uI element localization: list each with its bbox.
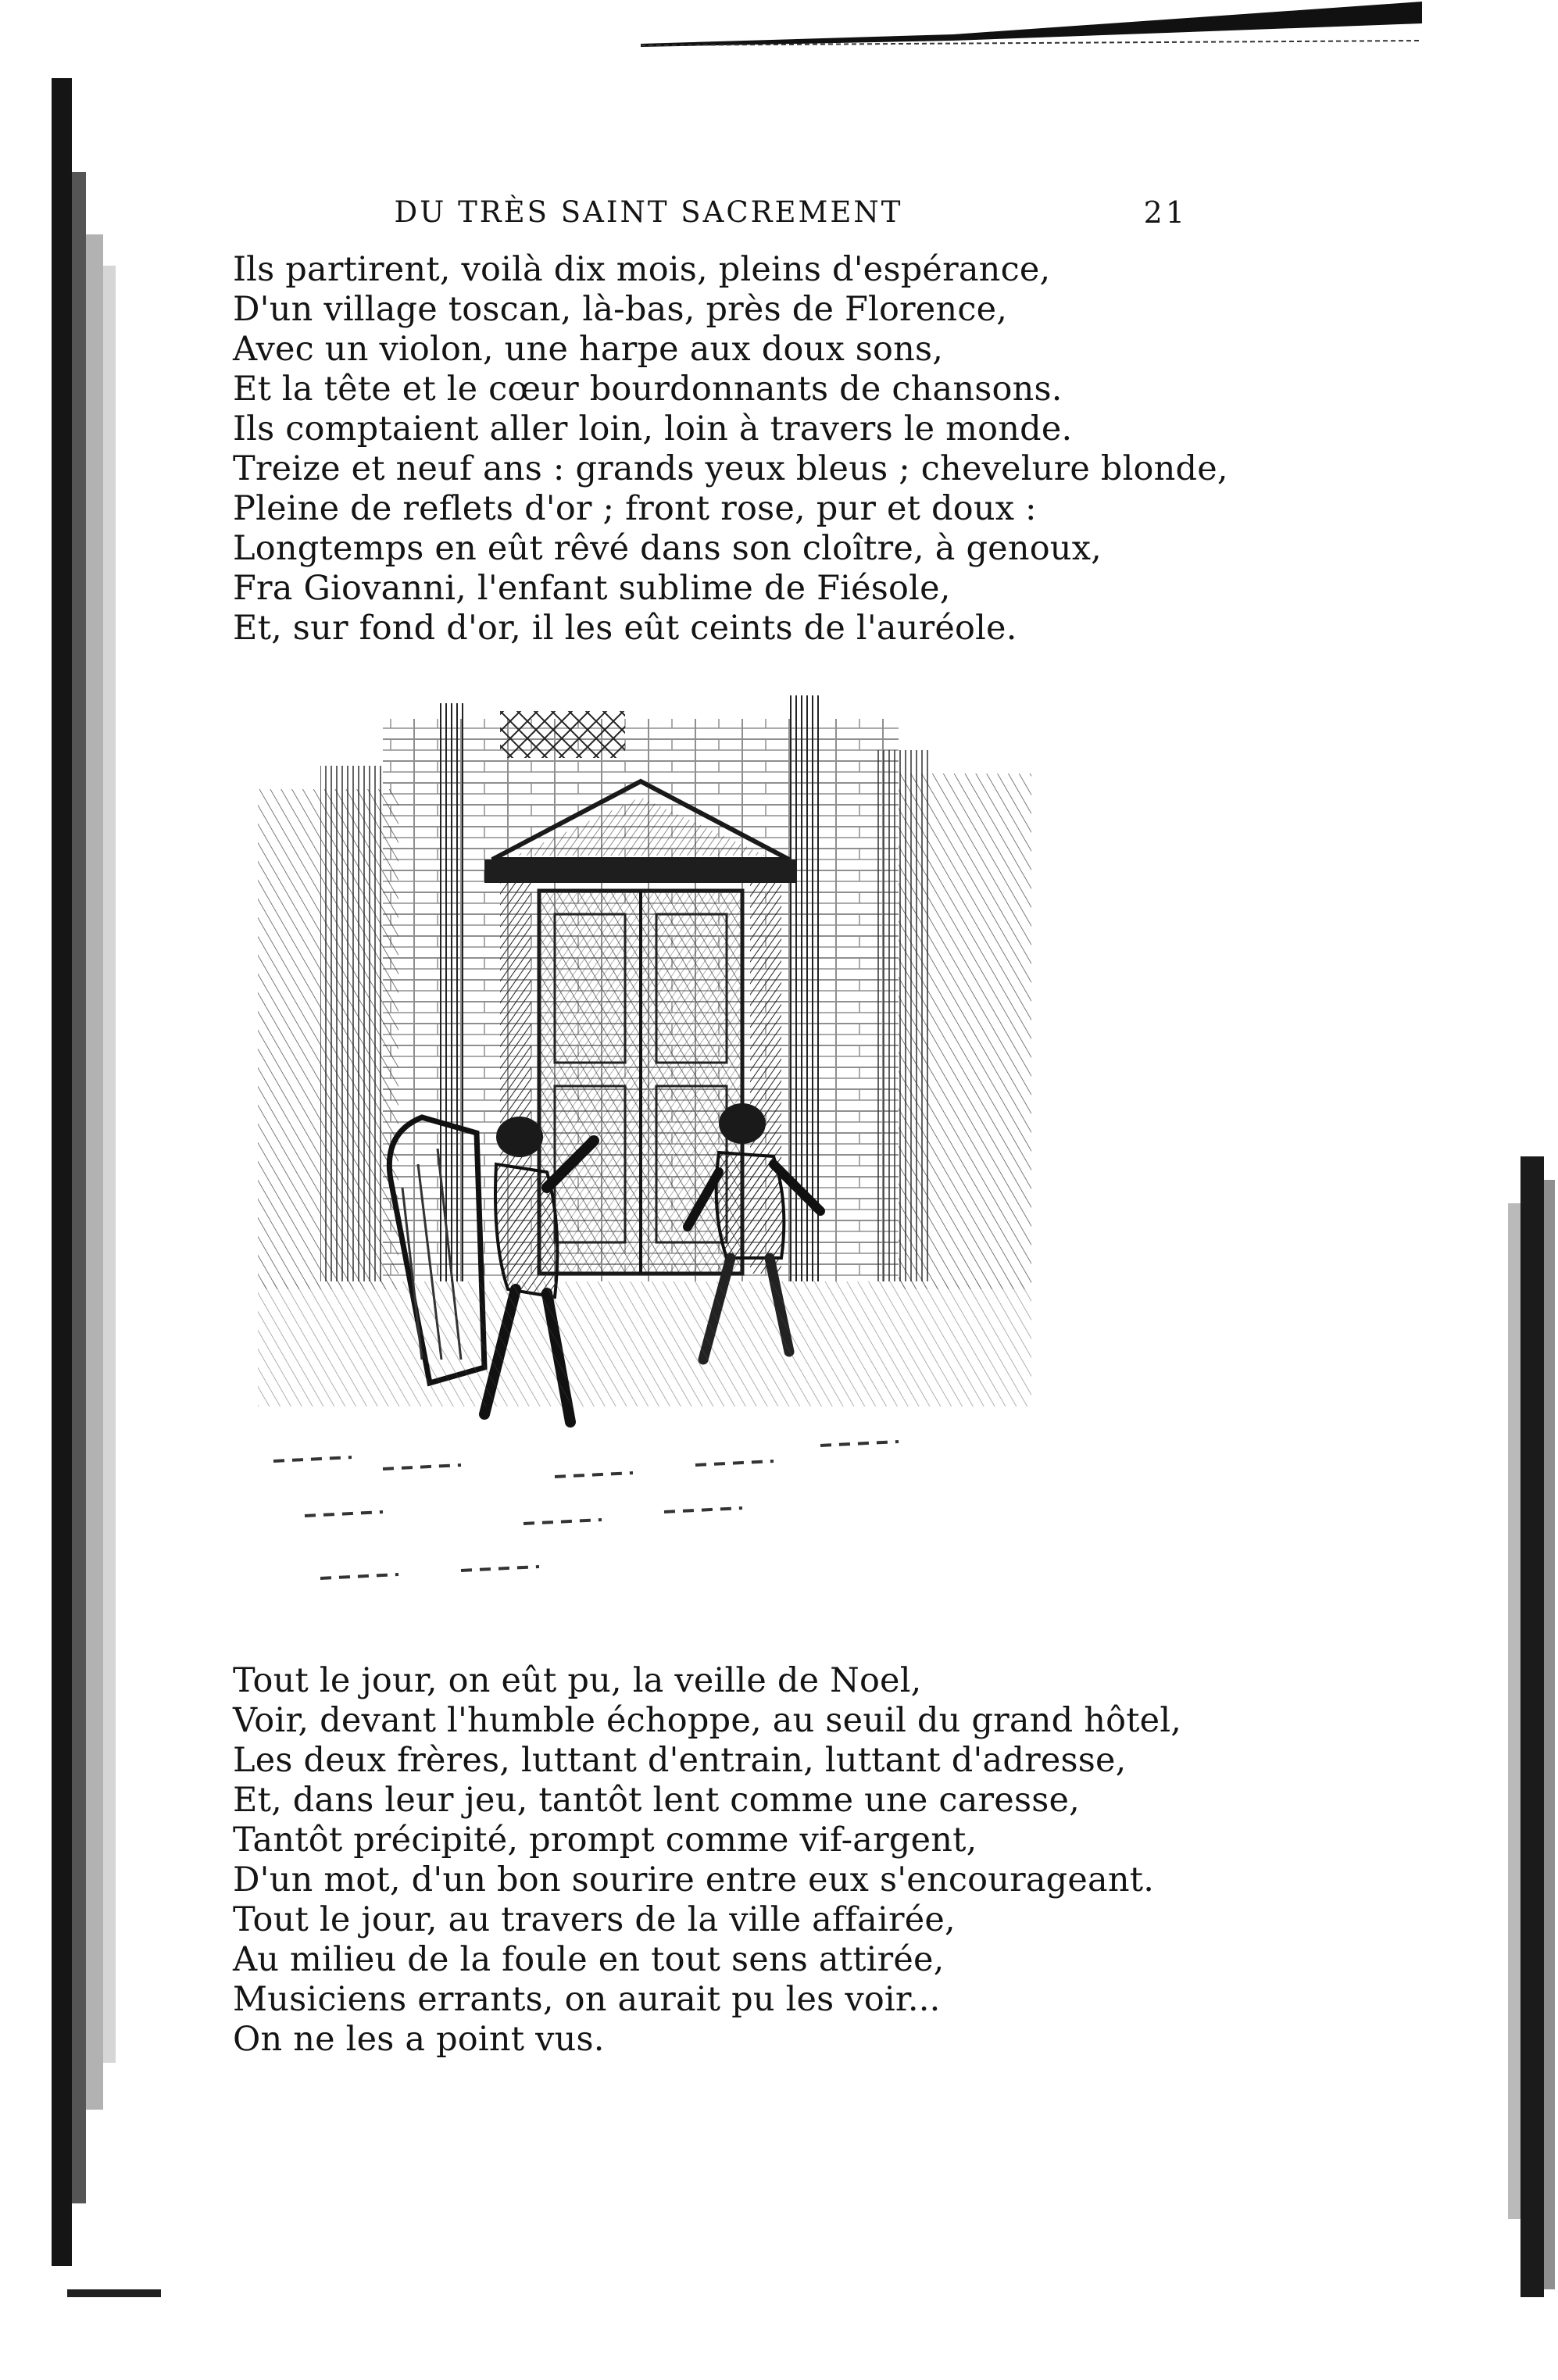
verse-line: D'un village toscan, là-bas, près de Florence, [233, 290, 1008, 329]
running-title: DU TRÈS SAINT SACREMENT [394, 195, 903, 229]
page-number: 21 [1143, 195, 1188, 230]
verse-line: Et, dans leur jeu, tantôt lent comme une caresse, [233, 1781, 1081, 1820]
running-head [0, 189, 1558, 236]
verse-line: Au milieu de la foule en tout sens attirée, [233, 1940, 945, 1979]
verse-line: Ils partirent, voilà dix mois, pleins d'espérance, [233, 250, 1051, 289]
scan-top-edge-artifact [641, 0, 1422, 47]
verse-line: Les deux frères, luttant d'entrain, luttant d'adresse, [233, 1741, 1127, 1780]
verse-line: Voir, devant l'humble échoppe, au seuil du grand hôtel, [233, 1701, 1182, 1740]
verse-line: Et, sur fond d'or, il les eût ceints de l'auréole. [233, 609, 1017, 648]
verse-line: Longtemps en eût rêvé dans son cloître, à genoux, [233, 529, 1102, 568]
verse-line: Ils comptaient aller loin, loin à travers le monde. [233, 409, 1073, 448]
verse-line: Pleine de reflets d'or ; front rose, pur et doux : [233, 489, 1037, 528]
illustration-ground [258, 1281, 1031, 1578]
verse-line: On ne les a point vus. [233, 2020, 605, 2059]
verse-line: Tout le jour, on eût pu, la veille de Noel, [233, 1661, 922, 1700]
stanza-2 [233, 1661, 1181, 2060]
verse-line: D'un mot, d'un bon sourire entre eux s'encourageant. [233, 1860, 1155, 1899]
verse-line: Avec un violon, une harpe aux doux sons, [233, 330, 944, 369]
verse-line: Treize et neuf ans : grands yeux bleus ; chevelure blonde, [233, 449, 1228, 488]
illustration-engraving [227, 695, 1055, 1633]
scan-left-edge-artifact [44, 78, 161, 2380]
scan-right-edge-artifact [1489, 1156, 1558, 2297]
stanza-1 [233, 250, 1228, 649]
verse-line: Tantôt précipité, prompt comme vif-argent, [233, 1821, 977, 1860]
verse-line: Tout le jour, au travers de la ville affairée, [233, 1900, 956, 1939]
verse-line: Fra Giovanni, l'enfant sublime de Fiésole, [233, 569, 951, 608]
verse-line: Et la tête et le cœur bourdonnants de chansons. [233, 370, 1063, 409]
verse-line: Musiciens errants, on aurait pu les voir... [233, 1980, 941, 2019]
